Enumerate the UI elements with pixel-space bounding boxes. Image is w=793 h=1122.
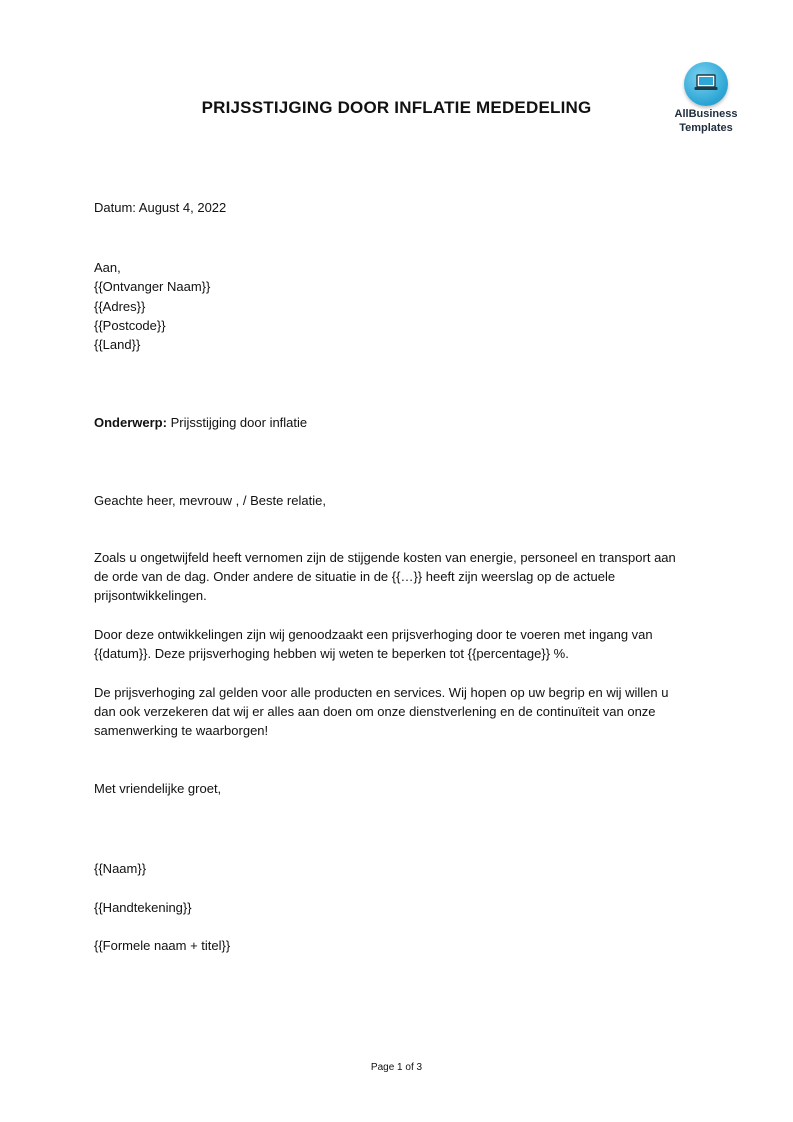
date-line: Datum: August 4, 2022 [94,200,227,215]
laptop-icon [694,74,718,92]
paragraph3-line2: dan ook verzekeren dat wij er alles aan doen om onze dienstverlening en de continuïteit van onze [94,704,656,719]
paragraph2-line2: {{datum}}. Deze prijsverhoging hebben wij weten te beperken tot {{percentage}} %. [94,646,569,661]
page-footer: Page 1 of 3 [370,1062,423,1073]
paragraph3-line1: De prijsverhoging zal gelden voor alle producten en services. Wij hopen op uw begrip en wij willen u [94,685,669,700]
logo-text-line1: AllBusiness [674,108,738,120]
greeting: Geachte heer, mevrouw , / Beste relatie, [94,493,326,508]
address-recipient: {{Ontvanger Naam}} [94,279,211,294]
paragraph1-line3: prijsontwikkelingen. [94,588,207,603]
address-country: {{Land}} [94,337,141,352]
address-postcode: {{Postcode}} [94,318,166,333]
subject-label: Onderwerp: [94,415,167,430]
subject-text: Prijsstijging door inflatie [166,415,308,430]
signature-handtekening: {{Handtekening}} [94,900,192,915]
logo-text-line2: Templates [679,122,733,134]
signature-formal: {{Formele naam + titel}} [94,938,231,953]
subject-line [94,413,307,433]
document-title: PRIJSSTIJGING DOOR INFLATIE MEDEDELING [201,98,592,117]
address-street: {{Adres}} [94,299,146,314]
signature-name: {{Naam}} [94,861,147,876]
paragraph1-line1: Zoals u ongetwijfeld heeft vernomen zijn de stijgende kosten van energie, personeel en transport aan [94,550,676,565]
logo-badge [684,62,728,106]
paragraph2-line1: Door deze ontwikkelingen zijn wij genoodzaakt een prijsverhoging door te voeren met ingang van [94,627,653,642]
paragraph1-line2: de orde van de dag. Onder andere de situatie in de {{…}} heeft zijn weerslag op de actuele [94,569,616,584]
address-to: Aan, [94,260,121,275]
closing-line: Met vriendelijke groet, [94,781,222,796]
paragraph3-line3: samenwerking te waarborgen! [94,723,269,738]
brand-logo [668,62,744,134]
